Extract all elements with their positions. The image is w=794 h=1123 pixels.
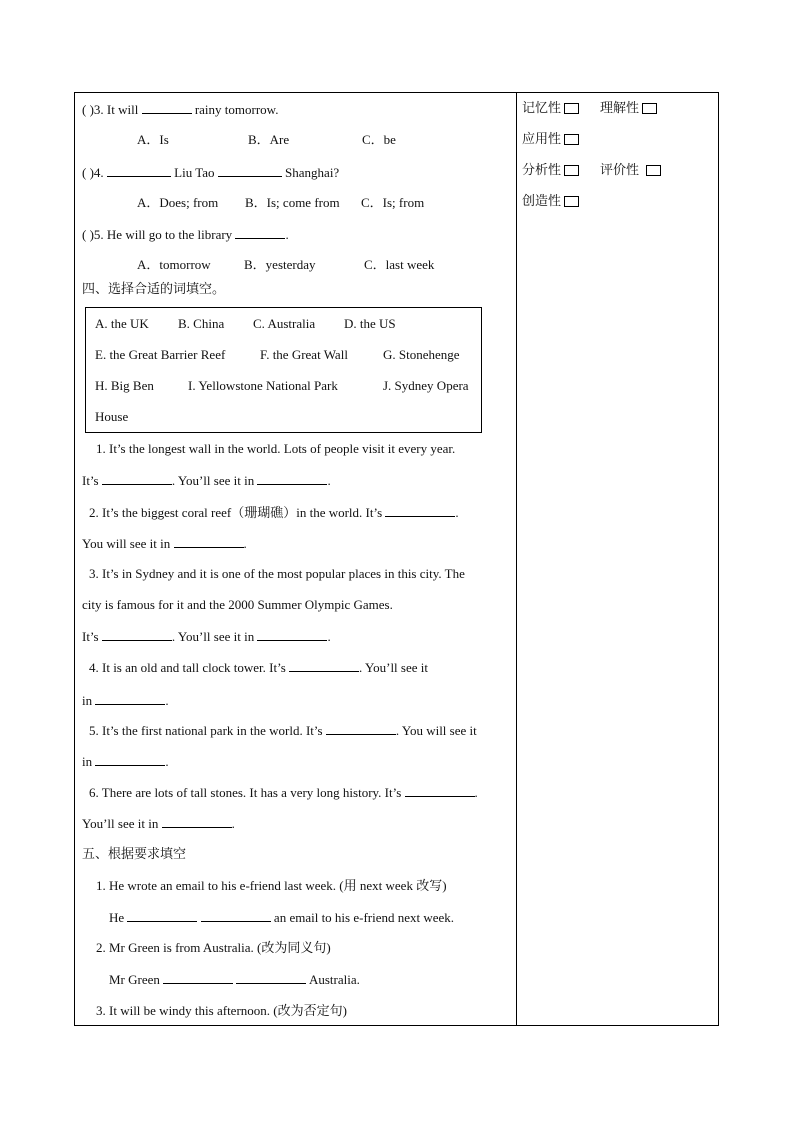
answer-blank[interactable] [405,784,475,797]
text: . [455,505,459,520]
eval-application [522,132,579,148]
fill-question-2-line2 [82,535,247,552]
text: . You will see it [395,723,477,738]
option-j: J. Sydney Opera [383,378,469,393]
text: in [82,693,93,708]
rewrite-question-1: 1. He wrote an email to his e-friend last week. (用 next week 改写) [96,878,447,893]
column-divider [516,92,517,1026]
q5-suffix: . [285,227,289,242]
fill-question-1-line2 [82,472,331,489]
eval-analysis [522,163,579,179]
mc-question-5 [82,226,289,243]
answer-blank[interactable] [257,628,327,641]
section-4-title: 四、选择合适的词填空。 [82,282,226,297]
option-a: A. the UK [95,316,149,331]
text: 5. It’s the first national park in the world. It’s [89,723,323,738]
answer-blank[interactable] [95,753,165,766]
answer-blank[interactable] [102,628,172,641]
text: . [474,785,478,800]
answer-blank[interactable] [236,971,306,984]
eval-analysis-label: 分析性 [522,163,562,178]
q4-middle: Liu Tao [174,165,215,180]
answer-blank[interactable] [289,659,359,672]
option-c: C. Australia [253,316,316,331]
rewrite-question-3: 3. It will be windy this afternoon. (改为否定句) [96,1003,347,1018]
section-5-title: 五、根据要求填空 [82,847,187,862]
fill-question-4-line2 [82,692,169,709]
answer-blank[interactable] [174,535,244,548]
answer-blank[interactable] [257,472,327,485]
text: . You’ll see it in [171,629,255,644]
application-checkbox[interactable] [564,134,579,145]
eval-creation [522,194,579,210]
q5-option-a: A．tomorrow [137,257,211,272]
text: It’s [82,629,99,644]
fill-question-4 [89,659,428,676]
text: It’s [82,473,99,488]
answer-blank[interactable] [95,692,165,705]
evaluation-checkbox[interactable] [646,165,661,176]
q3-suffix: rainy tomorrow. [194,102,279,117]
text: You will see it in [82,536,171,551]
answer-blank[interactable] [201,909,271,922]
q4-option-c: C．Is; from [361,195,425,210]
answer-blank[interactable] [385,504,455,517]
text: . [231,816,235,831]
q3-prefix: ( )3. It will [82,102,139,117]
mc-question-4 [82,164,339,181]
q4-option-a: A．Does; from [137,195,219,210]
fill-question-3-line3 [82,628,331,645]
option-b: B. China [178,316,225,331]
eval-evaluation [600,163,661,179]
text: Mr Green [109,972,160,987]
fill-question-6 [89,784,478,801]
text: in [82,754,93,769]
answer-blank[interactable] [142,101,192,114]
option-h: H. Big Ben [95,378,154,393]
rewrite-question-2-answer [109,971,360,988]
option-f: F. the Great Wall [260,347,348,362]
eval-creation-label: 创造性 [522,194,562,209]
option-d: D. the US [344,316,396,331]
fill-question-1: 1. It’s the longest wall in the world. Lots of people visit it every year. [96,441,456,456]
eval-application-label: 应用性 [522,132,562,147]
fill-question-3: 3. It’s in Sydney and it is one of the most popular places in this city. The [89,566,465,581]
answer-blank[interactable] [218,164,282,177]
q4-prefix: ( )4. [82,165,104,180]
answer-blank[interactable] [163,971,233,984]
answer-blank[interactable] [326,722,396,735]
q5-option-c: C．last week [364,257,435,272]
text: . [243,536,247,551]
answer-blank[interactable] [162,815,232,828]
text: an email to his e-friend next week. [273,910,455,925]
text: . [165,693,169,708]
q4-option-b: B．Is; come from [245,195,340,210]
q5-prefix: ( )5. He will go to the library [82,227,233,242]
text: . [165,754,169,769]
q5-option-b: B．yesterday [244,257,316,272]
text: You’ll see it in [82,816,159,831]
creation-checkbox[interactable] [564,196,579,207]
q3-option-b: B．Are [248,132,290,147]
rewrite-question-2: 2. Mr Green is from Australia. (改为同义句) [96,940,331,955]
memory-checkbox[interactable] [564,103,579,114]
q3-option-a: A．Is [137,132,169,147]
rewrite-question-1-answer [109,909,454,926]
eval-memory-label: 记忆性 [522,101,562,116]
option-j-continued: House [95,409,129,424]
fill-question-5-line2 [82,753,169,770]
fill-question-2 [89,504,459,521]
fill-question-6-line2 [82,815,235,832]
answer-blank[interactable] [127,909,197,922]
fill-question-3-line2: city is famous for it and the 2000 Summer Olympic Games. [82,597,393,612]
text: He [109,910,125,925]
option-i: I. Yellowstone National Park [188,378,338,393]
mc-question-3 [82,101,278,118]
answer-blank[interactable] [102,472,172,485]
text: . [327,629,331,644]
eval-understanding [600,101,657,117]
analysis-checkbox[interactable] [564,165,579,176]
answer-blank[interactable] [235,226,285,239]
option-e: E. the Great Barrier Reef [95,347,226,362]
option-g: G. Stonehenge [383,347,460,362]
text: . You’ll see it in [171,473,255,488]
text: 6. There are lots of tall stones. It has a very long history. It’s [89,785,402,800]
q4-suffix: Shanghai? [285,165,340,180]
q3-option-c: C．be [362,132,396,147]
eval-memory [522,101,579,117]
eval-understanding-label: 理解性 [600,101,640,116]
text: 4. It is an old and tall clock tower. It’s [89,660,286,675]
answer-blank[interactable] [107,164,171,177]
fill-question-5 [89,722,477,739]
text: . [327,473,331,488]
eval-evaluation-label: 评价性 [600,163,640,178]
text: 2. It’s the biggest coral reef（珊瑚礁）in the world. It’s [89,505,383,520]
text: . You’ll see it [359,660,428,675]
understanding-checkbox[interactable] [642,103,657,114]
text: Australia. [308,972,360,987]
